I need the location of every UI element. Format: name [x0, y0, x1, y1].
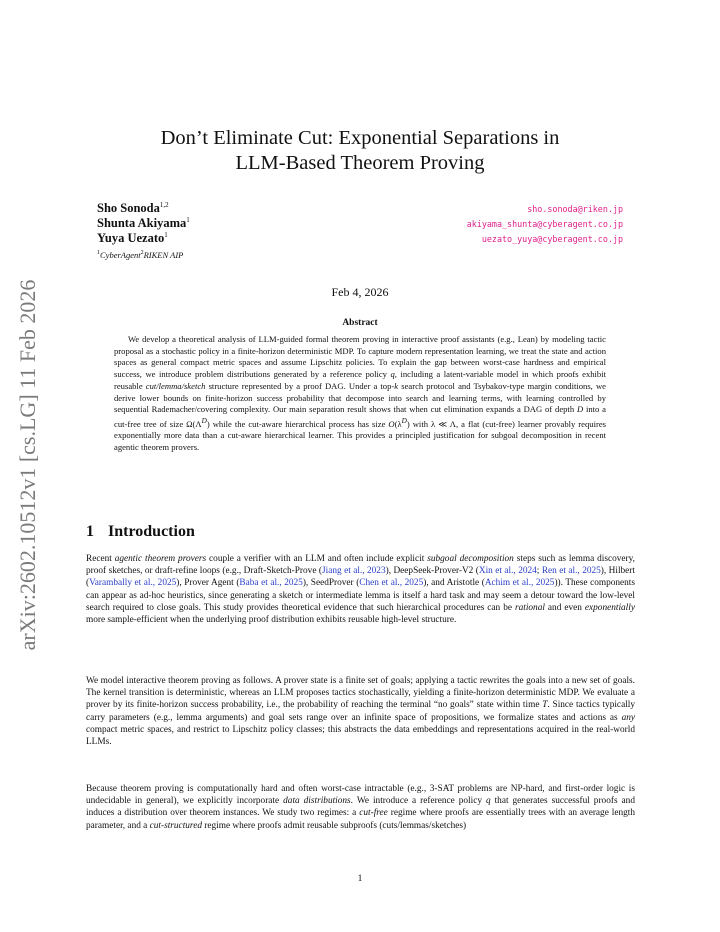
author-block [97, 201, 623, 260]
citation-link[interactable]: Varambally et al., 2025 [89, 578, 177, 589]
citation-link[interactable]: Jiang et al., 2023 [322, 566, 386, 577]
intro-paragraph-3: Because theorem proving is computationally hard and often worst-case intractable (e.g., 3-SAT problems are NP-hard, and first-order logic is undecidable in general), we explicitly incorporate data distributions. We introduce a reference policy q that generates successful proofs and induces a distribution over theorem instances. We study two regimes: a cut-free regime where proofs are essentially trees with an average length parameter, and a cut-structured regime where proofs admit reusable subproofs (cuts/lemmas/sketches) [86, 784, 635, 831]
author-email[interactable]: uezato_yuya@cyberagent.co.jp [481, 234, 623, 244]
author-row [97, 231, 623, 246]
author-name: Yuya Uezato$^1$ [97, 231, 168, 246]
author-email[interactable]: sho.sonoda@riken.jp [527, 204, 623, 214]
abstract-text: We develop a theoretical analysis of LLM-guided formal theorem proving in interactive proof assistants (e.g., Lean) by modeling tactic proposal as a stochastic policy in a finite-horizon deterministic MDP. To capture modern representation learning, we treat the state and action spaces as general compact metric spaces and assume Lipschitz policies. To explain the gap between worst-case hardness and empirical success, we introduce problem distributions generated by a reference policy q, including a latent-variable model in which proofs exhibit reusable cut/lemma/sketch structure represented by a proof DAG. Under a top-k search protocol and Tsybakov-type margin conditions, we derive lower bounds on finite-horizon success probability that decompose into search and learning terms, with learning controlled by sequential Rademacher/covering complexity. Our main separation result shows that when cut elimination expands a DAG of depth D into a cut-free tree of size $\Omega(\Lambda^D)$ while the cut-aware hierarchical process has size $O(\lambda^D)$ with λ ≪ Λ, a flat (cut-free) learner provably requires exponentially more data than a cut-aware hierarchical learner. This provides a principled justification for subgoal decomposition in recent agentic theorem provers. [114, 334, 607, 453]
section-heading: 1 Introduction [86, 523, 195, 540]
citation-link[interactable]: Baba et al., 2025 [239, 578, 303, 589]
author-email[interactable]: akiyama_shunta@cyberagent.co.jp [466, 219, 623, 229]
paper-date: Feb 4, 2026 [331, 285, 389, 299]
affiliations: $^1$CyberAgent$^2$RIKEN AIP [97, 250, 184, 260]
citation-link[interactable]: Xin et al., 2024 [478, 566, 537, 577]
title-line-2: LLM-Based Theorem Proving [235, 152, 485, 174]
paper-title [86, 126, 634, 176]
author-row [97, 216, 623, 231]
intro-paragraph-1: Recent agentic theorem provers couple a verifier with an LLM and often include explicit subgoal decomposition steps such as lemma discovery, proof sketches, or draft-refine loops (e.g., Draft-Sketch-Prove (Jiang et al., 2023), DeepSeek-Prover-V2 (Xin et al., 2024; Ren et al., 2025), Hilbert (Varambally et al., 2025), Prover Agent (Baba et al., 2025), SeedProver (Chen et al., 2025), and Aristotle (Achim et al., 2025)). These components can appear as ad-hoc heuristics, since generating a sketch or intermediate lemma is itself a hard task and may seem a detour toward the low-level search required to close goals. This study provides theoretical evidence that such hierarchical procedures can be rational and even exponentially more sample-efficient when the underlying proof distribution exhibits reusable high-level structure. [86, 554, 636, 626]
arxiv-stamp: arXiv:2602.10512v1 [cs.LG] 11 Feb 2026 [15, 279, 40, 651]
citation-link[interactable]: Achim et al., 2025 [484, 578, 555, 589]
author-row [97, 201, 623, 216]
author-name: Shunta Akiyama$^1$ [97, 216, 190, 231]
citation-link[interactable]: Ren et al., 2025 [541, 566, 601, 577]
author-name: Sho Sonoda$^{1,2}$ [97, 201, 169, 216]
abstract-heading: Abstract [342, 318, 378, 328]
title-line-1: Don’t Eliminate Cut: Exponential Separations in [160, 127, 560, 149]
citation-link[interactable]: Chen et al., 2025 [359, 578, 424, 589]
intro-paragraph-2: We model interactive theorem proving as follows. A prover state is a finite set of goals; applying a tactic rewrites the goals into a new set of goals. The kernel transition is deterministic, whereas an LLM proposes tactics stochastically, yielding a finite-horizon deterministic MDP. We evaluate a prover by its finite-horizon success probability, i.e., the probability of reaching the terminal “no goals” state within time T. Since tactics typically carry parameters (e.g., lemma arguments) and goal sets range over an infinite space of propositions, we formalize states and actions as any compact metric spaces, and restrict to Lipschitz policy classes; this abstracts the data embeddings and representations acquired in the real-world LLMs. [86, 676, 636, 748]
page-number: 1 [357, 874, 363, 884]
